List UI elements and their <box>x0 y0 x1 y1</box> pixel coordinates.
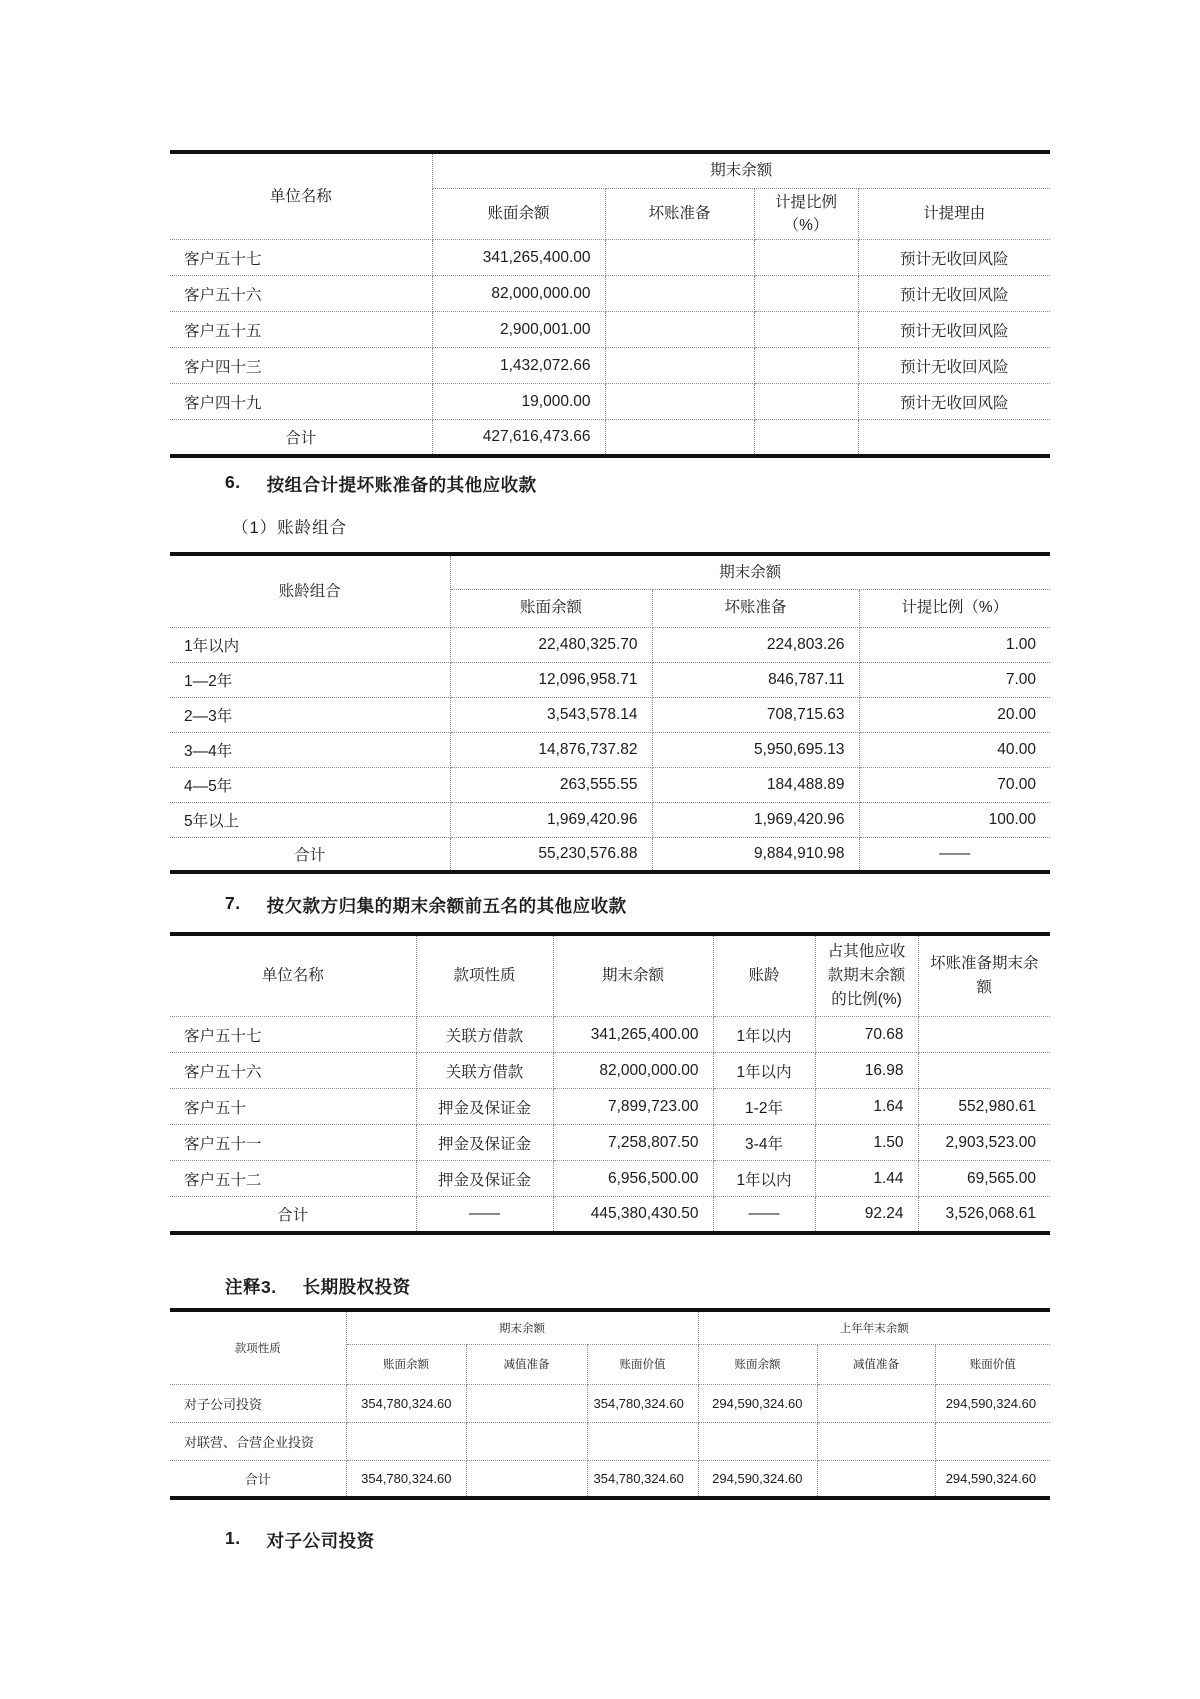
table-cell: 客户五十 <box>170 1089 416 1125</box>
table-cell <box>466 1460 587 1498</box>
top-five-debtors-table <box>170 932 1050 1235</box>
table-row <box>170 240 1050 276</box>
table-cell: 对子公司投资 <box>170 1384 346 1422</box>
table-cell <box>605 348 754 384</box>
table-row <box>170 348 1050 384</box>
col-header-payment-nature: 款项性质 <box>416 934 553 1017</box>
col-header-provision-reason: 计提理由 <box>858 188 1050 240</box>
table-cell: 客户五十二 <box>170 1161 416 1197</box>
table-cell: 19,000.00 <box>432 384 605 420</box>
table-cell: 22,480,325.70 <box>450 627 652 662</box>
table-cell: 1年以内 <box>713 1053 815 1089</box>
table-cell: 预计无收回风险 <box>858 348 1050 384</box>
table-cell: 82,000,000.00 <box>553 1053 713 1089</box>
table-cell <box>605 312 754 348</box>
table-row <box>170 802 1050 837</box>
col-header-impairment-provision: 减值准备 <box>466 1344 587 1384</box>
col-header-provision-ratio: 计提比例（%） <box>859 589 1050 627</box>
table-row <box>170 1017 1050 1053</box>
table-cell: 294,590,324.60 <box>698 1460 817 1498</box>
table-cell: 20.00 <box>859 697 1050 732</box>
table-row <box>170 697 1050 732</box>
table-cell: 2—3年 <box>170 697 450 732</box>
table-cell: 846,787.11 <box>652 662 859 697</box>
table-header <box>170 934 1050 1017</box>
table-cell: 70.00 <box>859 767 1050 802</box>
table-total-row <box>170 1197 1050 1233</box>
long-term-equity-investment-table <box>170 1308 1050 1500</box>
table-total-row <box>170 837 1050 872</box>
table-row <box>170 627 1050 662</box>
col-header-book-balance: 账面余额 <box>346 1344 466 1384</box>
table-cell <box>466 1384 587 1422</box>
table-cell: 70.68 <box>815 1017 918 1053</box>
col-header-ratio-of-total: 占其他应收款期末余额的比例(%) <box>815 934 918 1017</box>
table-row <box>170 1125 1050 1161</box>
table-row <box>170 312 1050 348</box>
section-title: 长期股权投资 <box>302 1277 411 1297</box>
table-cell: 294,590,324.60 <box>935 1460 1050 1498</box>
table-cell: 押金及保证金 <box>416 1161 553 1197</box>
table-header <box>170 554 1050 627</box>
table-cell: 3-4年 <box>713 1125 815 1161</box>
table-row <box>170 384 1050 420</box>
table-cell: 7,258,807.50 <box>553 1125 713 1161</box>
col-header-bad-debt-provision: 坏账准备 <box>652 589 859 627</box>
col-header-book-balance: 账面余额 <box>432 188 605 240</box>
aging-portfolio-table <box>170 552 1050 874</box>
col-header-payment-nature: 款项性质 <box>170 1310 346 1384</box>
table-cell: 40.00 <box>859 732 1050 767</box>
table-cell: 1-2年 <box>713 1089 815 1125</box>
section-title: 按组合计提坏账准备的其他应收款 <box>266 475 537 495</box>
table-cell: 预计无收回风险 <box>858 384 1050 420</box>
table-cell <box>935 1422 1050 1460</box>
table-cell: 1.50 <box>815 1125 918 1161</box>
col-header-bad-debt-ending-balance: 坏账准备期末余额 <box>918 934 1050 1017</box>
col-header-unit-name: 单位名称 <box>170 152 432 240</box>
table-cell <box>346 1422 466 1460</box>
table-cell: 合计 <box>170 837 450 872</box>
table-cell: 客户五十一 <box>170 1125 416 1161</box>
table-cell: 12,096,958.71 <box>450 662 652 697</box>
table-cell: 3—4年 <box>170 732 450 767</box>
table-cell: 预计无收回风险 <box>858 276 1050 312</box>
table-cell: 1.00 <box>859 627 1050 662</box>
col-header-unit-name: 单位名称 <box>170 934 416 1017</box>
table-cell: 1年以内 <box>170 627 450 662</box>
table-cell: 6,956,500.00 <box>553 1161 713 1197</box>
section-6-heading <box>225 472 537 497</box>
table-cell <box>466 1422 587 1460</box>
group-header-ending-balance: 期末余额 <box>450 554 1050 589</box>
col-header-book-balance: 账面余额 <box>450 589 652 627</box>
table-cell: 客户四十三 <box>170 348 432 384</box>
table-cell: 预计无收回风险 <box>858 240 1050 276</box>
table-row <box>170 1161 1050 1197</box>
col-header-provision-ratio: 计提比例（%） <box>754 188 858 240</box>
col-header-book-balance: 账面余额 <box>698 1344 817 1384</box>
table-cell: 2,900,001.00 <box>432 312 605 348</box>
table-cell: 5年以上 <box>170 802 450 837</box>
table-cell: 3,543,578.14 <box>450 697 652 732</box>
table-cell: 1,969,420.96 <box>652 802 859 837</box>
table-cell: 341,265,400.00 <box>432 240 605 276</box>
table-cell: 客户五十七 <box>170 240 432 276</box>
table-cell: 客户五十六 <box>170 1053 416 1089</box>
table-cell: 100.00 <box>859 802 1050 837</box>
provision-by-item-table <box>170 150 1050 458</box>
col-header-book-value: 账面价值 <box>935 1344 1050 1384</box>
table-cell: 押金及保证金 <box>416 1089 553 1125</box>
col-header-aging: 账龄 <box>713 934 815 1017</box>
table-cell: 1,969,420.96 <box>450 802 652 837</box>
table-cell: 9,884,910.98 <box>652 837 859 872</box>
table-row <box>170 1053 1050 1089</box>
table-cell: 1.64 <box>815 1089 918 1125</box>
table-cell: 5,950,695.13 <box>652 732 859 767</box>
section-7-heading <box>225 893 627 918</box>
section-number: 7. <box>225 893 241 913</box>
table-body <box>170 1384 1050 1498</box>
table-cell: 354,780,324.60 <box>346 1384 466 1422</box>
table-cell: 客户五十六 <box>170 276 432 312</box>
table-cell: 客户五十七 <box>170 1017 416 1053</box>
table-cell: 1—2年 <box>170 662 450 697</box>
table-cell <box>605 276 754 312</box>
table-cell: 354,780,324.60 <box>587 1460 698 1498</box>
table-cell: 224,803.26 <box>652 627 859 662</box>
table-row <box>170 732 1050 767</box>
table-cell <box>605 420 754 456</box>
table-body <box>170 1017 1050 1233</box>
table-cell: 合计 <box>170 1460 346 1498</box>
table-cell <box>754 240 858 276</box>
table-cell: 82,000,000.00 <box>432 276 605 312</box>
group-header-ending-balance: 期末余额 <box>346 1310 698 1344</box>
table-cell <box>817 1384 935 1422</box>
table-cell: 客户四十九 <box>170 384 432 420</box>
section-number: 注释3. <box>225 1277 277 1297</box>
table-row <box>170 1384 1050 1422</box>
table-cell: 55,230,576.88 <box>450 837 652 872</box>
table-cell: —— <box>713 1197 815 1233</box>
table-cell: 341,265,400.00 <box>553 1017 713 1053</box>
table-total-row <box>170 1460 1050 1498</box>
table-row <box>170 767 1050 802</box>
table-cell: 4—5年 <box>170 767 450 802</box>
section-number: 1. <box>225 1528 241 1548</box>
table-cell: 对联营、合营企业投资 <box>170 1422 346 1460</box>
table-cell <box>754 384 858 420</box>
col-header-ending-balance: 期末余额 <box>553 934 713 1017</box>
table-cell: 7.00 <box>859 662 1050 697</box>
table-cell: 2,903,523.00 <box>918 1125 1050 1161</box>
table-cell: 263,555.55 <box>450 767 652 802</box>
group-header-ending-balance: 期末余额 <box>432 152 1050 188</box>
table-cell: 7,899,723.00 <box>553 1089 713 1125</box>
subsection-1-heading <box>225 1528 375 1553</box>
table-cell: 1年以内 <box>713 1017 815 1053</box>
table-cell: 294,590,324.60 <box>935 1384 1050 1422</box>
table-header <box>170 1310 1050 1384</box>
table-cell <box>918 1017 1050 1053</box>
table-cell <box>817 1460 935 1498</box>
section-title: 按欠款方归集的期末余额前五名的其他应收款 <box>266 896 627 916</box>
table-cell <box>605 384 754 420</box>
table-cell: 14,876,737.82 <box>450 732 652 767</box>
table-cell: —— <box>859 837 1050 872</box>
table-cell: 合计 <box>170 420 432 456</box>
table-cell <box>698 1422 817 1460</box>
table-cell <box>605 240 754 276</box>
section-6-subheading: （1）账龄组合 <box>232 519 348 537</box>
col-header-bad-debt-provision: 坏账准备 <box>605 188 754 240</box>
table-cell: 预计无收回风险 <box>858 312 1050 348</box>
table-cell: 708,715.63 <box>652 697 859 732</box>
table-cell: 关联方借款 <box>416 1053 553 1089</box>
table-header <box>170 152 1050 240</box>
table-row <box>170 1089 1050 1125</box>
note-3-heading <box>225 1274 411 1299</box>
table-cell <box>918 1053 1050 1089</box>
table-cell: 552,980.61 <box>918 1089 1050 1125</box>
table-cell <box>587 1422 698 1460</box>
col-header-impairment-provision: 减值准备 <box>817 1344 935 1384</box>
col-header-aging-portfolio: 账龄组合 <box>170 554 450 627</box>
group-header-prior-year-end-balance: 上年年末余额 <box>698 1310 1050 1344</box>
table-cell: 3,526,068.61 <box>918 1197 1050 1233</box>
table-cell <box>754 420 858 456</box>
table-cell: 客户五十五 <box>170 312 432 348</box>
section-title: 对子公司投资 <box>266 1531 375 1551</box>
table-cell <box>817 1422 935 1460</box>
table-row <box>170 1422 1050 1460</box>
table-cell: 354,780,324.60 <box>587 1384 698 1422</box>
table-cell: 押金及保证金 <box>416 1125 553 1161</box>
table-body <box>170 627 1050 872</box>
table-cell: 294,590,324.60 <box>698 1384 817 1422</box>
table-cell: 69,565.00 <box>918 1161 1050 1197</box>
table-cell: 354,780,324.60 <box>346 1460 466 1498</box>
table-row <box>170 662 1050 697</box>
table-body <box>170 240 1050 456</box>
table-cell: 1,432,072.66 <box>432 348 605 384</box>
table-total-row <box>170 420 1050 456</box>
table-cell <box>754 312 858 348</box>
table-cell <box>858 420 1050 456</box>
table-cell: 关联方借款 <box>416 1017 553 1053</box>
table-cell: —— <box>416 1197 553 1233</box>
table-cell: 16.98 <box>815 1053 918 1089</box>
table-cell: 1年以内 <box>713 1161 815 1197</box>
table-row <box>170 276 1050 312</box>
table-cell: 184,488.89 <box>652 767 859 802</box>
col-header-book-value: 账面价值 <box>587 1344 698 1384</box>
table-cell: 1.44 <box>815 1161 918 1197</box>
table-cell: 92.24 <box>815 1197 918 1233</box>
table-cell: 合计 <box>170 1197 416 1233</box>
table-cell <box>754 348 858 384</box>
table-cell: 445,380,430.50 <box>553 1197 713 1233</box>
section-number: 6. <box>225 472 241 492</box>
table-cell <box>754 276 858 312</box>
table-cell: 427,616,473.66 <box>432 420 605 456</box>
